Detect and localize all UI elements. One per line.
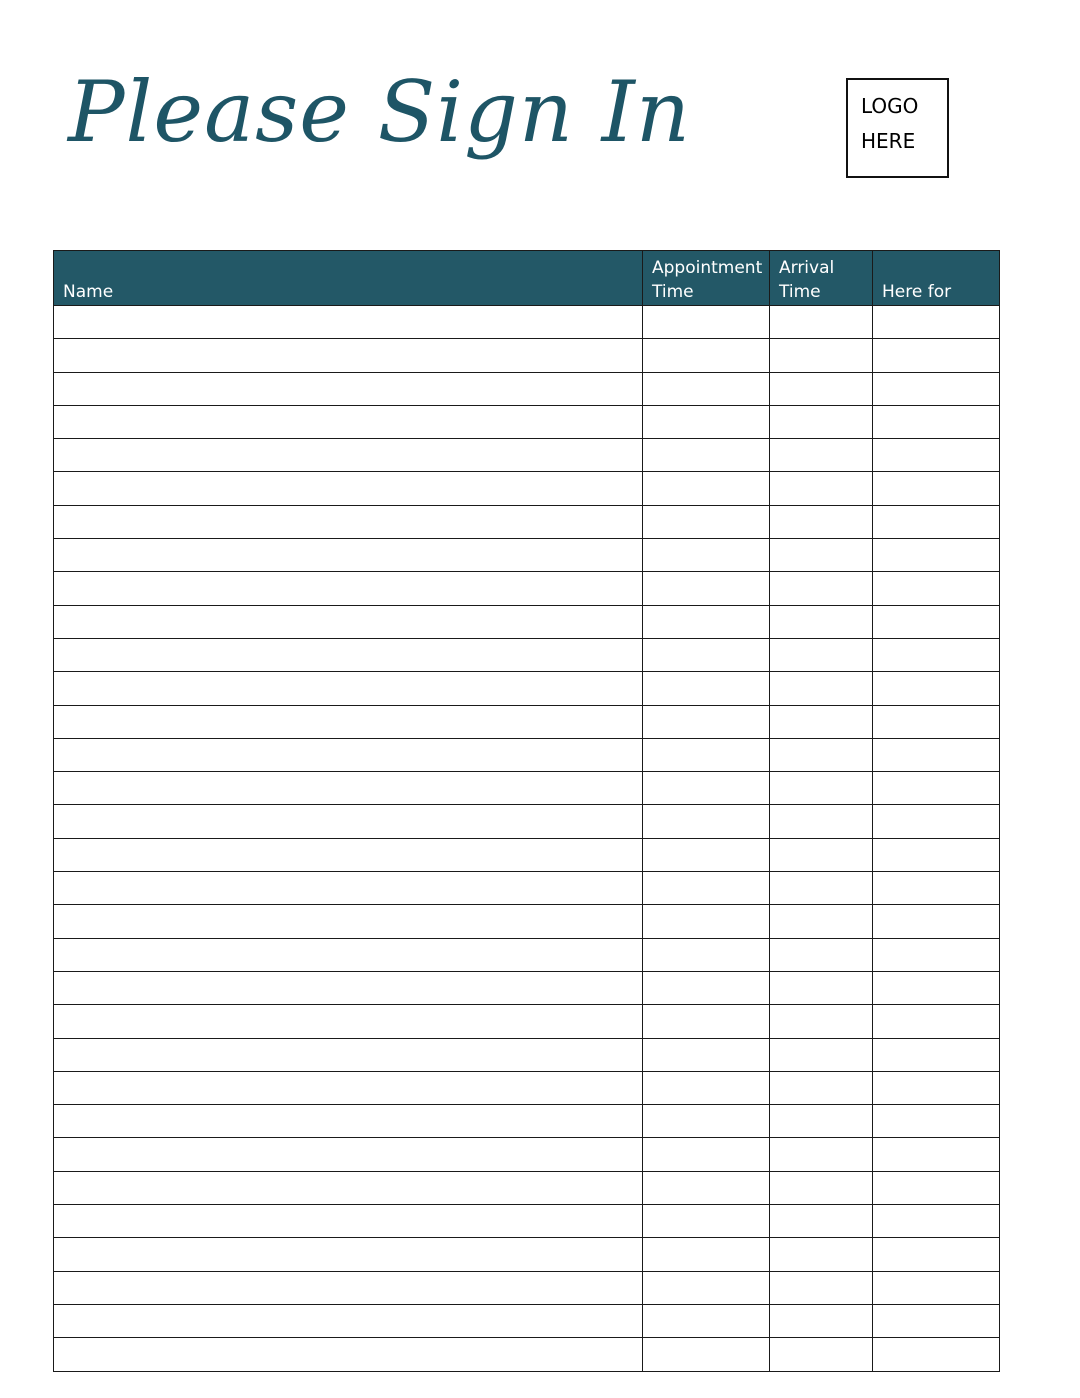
cell-appointment-time[interactable] — [643, 539, 770, 572]
cell-arrival-time[interactable] — [770, 1338, 873, 1371]
cell-appointment-time[interactable] — [643, 838, 770, 871]
cell-arrival-time[interactable] — [770, 572, 873, 605]
cell-here-for[interactable] — [873, 605, 1000, 638]
cell-here-for[interactable] — [873, 738, 1000, 771]
logo-placeholder-line-2: HERE — [861, 129, 916, 153]
column-header-arrival-time: Arrival Time — [770, 251, 873, 306]
cell-appointment-time[interactable] — [643, 572, 770, 605]
table-row — [54, 505, 1000, 538]
table-row — [54, 439, 1000, 472]
cell-appointment-time[interactable] — [643, 738, 770, 771]
cell-name[interactable] — [54, 938, 643, 971]
cell-appointment-time[interactable] — [643, 872, 770, 905]
cell-here-for[interactable] — [873, 472, 1000, 505]
table-row — [54, 1005, 1000, 1038]
table-row — [54, 405, 1000, 438]
cell-arrival-time[interactable] — [770, 838, 873, 871]
cell-name[interactable] — [54, 339, 643, 372]
cell-appointment-time[interactable] — [643, 1238, 770, 1271]
cell-name[interactable] — [54, 872, 643, 905]
table-body — [54, 306, 1000, 1372]
table-row — [54, 1271, 1000, 1304]
cell-appointment-time[interactable] — [643, 1304, 770, 1337]
cell-arrival-time[interactable] — [770, 1171, 873, 1204]
cell-appointment-time[interactable] — [643, 1171, 770, 1204]
cell-here-for[interactable] — [873, 938, 1000, 971]
cell-name[interactable] — [54, 439, 643, 472]
logo-placeholder-line-1: LOGO — [861, 94, 919, 118]
cell-appointment-time[interactable] — [643, 938, 770, 971]
cell-name[interactable] — [54, 738, 643, 771]
cell-appointment-time[interactable] — [643, 672, 770, 705]
cell-arrival-time[interactable] — [770, 971, 873, 1004]
cell-arrival-time[interactable] — [770, 306, 873, 339]
table-row — [54, 1171, 1000, 1204]
cell-arrival-time[interactable] — [770, 1005, 873, 1038]
cell-here-for[interactable] — [873, 638, 1000, 671]
cell-here-for[interactable] — [873, 1171, 1000, 1204]
table-row — [54, 372, 1000, 405]
cell-name[interactable] — [54, 805, 643, 838]
table-header-row — [54, 251, 1000, 306]
table-row — [54, 1105, 1000, 1138]
cell-appointment-time[interactable] — [643, 605, 770, 638]
cell-arrival-time[interactable] — [770, 505, 873, 538]
cell-here-for[interactable] — [873, 439, 1000, 472]
cell-name[interactable] — [54, 572, 643, 605]
cell-name[interactable] — [54, 1038, 643, 1071]
cell-arrival-time[interactable] — [770, 738, 873, 771]
cell-here-for[interactable] — [873, 505, 1000, 538]
cell-here-for[interactable] — [873, 1005, 1000, 1038]
cell-name[interactable] — [54, 1171, 643, 1204]
table-row — [54, 1138, 1000, 1171]
cell-here-for[interactable] — [873, 306, 1000, 339]
cell-arrival-time[interactable] — [770, 1105, 873, 1138]
cell-here-for[interactable] — [873, 705, 1000, 738]
cell-appointment-time[interactable] — [643, 405, 770, 438]
cell-name[interactable] — [54, 838, 643, 871]
cell-name[interactable] — [54, 971, 643, 1004]
page-title: Please Sign In — [68, 63, 691, 161]
table-row — [54, 705, 1000, 738]
cell-here-for[interactable] — [873, 1338, 1000, 1371]
cell-here-for[interactable] — [873, 1205, 1000, 1238]
cell-arrival-time[interactable] — [770, 638, 873, 671]
cell-here-for[interactable] — [873, 405, 1000, 438]
cell-here-for[interactable] — [873, 1138, 1000, 1171]
table-row — [54, 605, 1000, 638]
table-row — [54, 1304, 1000, 1337]
cell-here-for[interactable] — [873, 805, 1000, 838]
table-row — [54, 306, 1000, 339]
cell-appointment-time[interactable] — [643, 772, 770, 805]
logo-placeholder — [846, 78, 949, 178]
cell-name[interactable] — [54, 772, 643, 805]
table-row — [54, 938, 1000, 971]
cell-name[interactable] — [54, 505, 643, 538]
cell-appointment-time[interactable] — [643, 472, 770, 505]
cell-name[interactable] — [54, 905, 643, 938]
table-row — [54, 805, 1000, 838]
cell-arrival-time[interactable] — [770, 805, 873, 838]
cell-here-for[interactable] — [873, 1238, 1000, 1271]
cell-appointment-time[interactable] — [643, 638, 770, 671]
cell-arrival-time[interactable] — [770, 905, 873, 938]
cell-arrival-time[interactable] — [770, 938, 873, 971]
cell-name[interactable] — [54, 1071, 643, 1104]
table-row — [54, 1071, 1000, 1104]
cell-name[interactable] — [54, 1205, 643, 1238]
cell-appointment-time[interactable] — [643, 805, 770, 838]
cell-name[interactable] — [54, 1138, 643, 1171]
cell-arrival-time[interactable] — [770, 672, 873, 705]
cell-appointment-time[interactable] — [643, 505, 770, 538]
cell-name[interactable] — [54, 1271, 643, 1304]
cell-here-for[interactable] — [873, 1038, 1000, 1071]
cell-arrival-time[interactable] — [770, 1304, 873, 1337]
cell-appointment-time[interactable] — [643, 1038, 770, 1071]
cell-appointment-time[interactable] — [643, 439, 770, 472]
cell-arrival-time[interactable] — [770, 1071, 873, 1104]
cell-appointment-time[interactable] — [643, 705, 770, 738]
cell-name[interactable] — [54, 705, 643, 738]
cell-arrival-time[interactable] — [770, 1205, 873, 1238]
cell-arrival-time[interactable] — [770, 439, 873, 472]
table-row — [54, 572, 1000, 605]
cell-name[interactable] — [54, 1338, 643, 1371]
cell-arrival-time[interactable] — [770, 1271, 873, 1304]
cell-appointment-time[interactable] — [643, 1338, 770, 1371]
table-row — [54, 738, 1000, 771]
table-row — [54, 539, 1000, 572]
table-row — [54, 772, 1000, 805]
table-row — [54, 1238, 1000, 1271]
cell-appointment-time[interactable] — [643, 372, 770, 405]
cell-here-for[interactable] — [873, 772, 1000, 805]
cell-here-for[interactable] — [873, 672, 1000, 705]
cell-appointment-time[interactable] — [643, 1271, 770, 1304]
cell-name[interactable] — [54, 1005, 643, 1038]
cell-name[interactable] — [54, 672, 643, 705]
cell-name[interactable] — [54, 638, 643, 671]
table-row — [54, 1205, 1000, 1238]
cell-arrival-time[interactable] — [770, 405, 873, 438]
table-row — [54, 872, 1000, 905]
table-row — [54, 971, 1000, 1004]
column-header-name: Name — [54, 251, 643, 306]
cell-here-for[interactable] — [873, 572, 1000, 605]
cell-name[interactable] — [54, 539, 643, 572]
cell-arrival-time[interactable] — [770, 472, 873, 505]
table-row — [54, 339, 1000, 372]
cell-here-for[interactable] — [873, 1304, 1000, 1337]
table-row — [54, 838, 1000, 871]
cell-appointment-time[interactable] — [643, 971, 770, 1004]
cell-arrival-time[interactable] — [770, 372, 873, 405]
cell-arrival-time[interactable] — [770, 772, 873, 805]
cell-here-for[interactable] — [873, 539, 1000, 572]
cell-appointment-time[interactable] — [643, 1071, 770, 1104]
cell-appointment-time[interactable] — [643, 1005, 770, 1038]
cell-appointment-time[interactable] — [643, 1138, 770, 1171]
cell-here-for[interactable] — [873, 872, 1000, 905]
cell-arrival-time[interactable] — [770, 339, 873, 372]
sign-in-table — [53, 250, 1000, 1372]
cell-name[interactable] — [54, 372, 643, 405]
cell-arrival-time[interactable] — [770, 1138, 873, 1171]
table-row — [54, 638, 1000, 671]
cell-name[interactable] — [54, 1304, 643, 1337]
cell-arrival-time[interactable] — [770, 705, 873, 738]
cell-appointment-time[interactable] — [643, 905, 770, 938]
cell-here-for[interactable] — [873, 971, 1000, 1004]
cell-appointment-time[interactable] — [643, 306, 770, 339]
cell-arrival-time[interactable] — [770, 1038, 873, 1071]
cell-arrival-time[interactable] — [770, 1238, 873, 1271]
table-row — [54, 905, 1000, 938]
cell-here-for[interactable] — [873, 1271, 1000, 1304]
cell-here-for[interactable] — [873, 1105, 1000, 1138]
column-header-appointment-time: Appointment Time — [643, 251, 770, 306]
cell-here-for[interactable] — [873, 905, 1000, 938]
cell-name[interactable] — [54, 1105, 643, 1138]
cell-appointment-time[interactable] — [643, 1105, 770, 1138]
cell-name[interactable] — [54, 306, 643, 339]
cell-here-for[interactable] — [873, 1071, 1000, 1104]
table-row — [54, 1338, 1000, 1371]
table-row — [54, 472, 1000, 505]
cell-name[interactable] — [54, 472, 643, 505]
cell-name[interactable] — [54, 1238, 643, 1271]
cell-name[interactable] — [54, 605, 643, 638]
cell-here-for[interactable] — [873, 838, 1000, 871]
cell-appointment-time[interactable] — [643, 339, 770, 372]
cell-here-for[interactable] — [873, 372, 1000, 405]
cell-arrival-time[interactable] — [770, 872, 873, 905]
cell-name[interactable] — [54, 405, 643, 438]
cell-appointment-time[interactable] — [643, 1205, 770, 1238]
cell-arrival-time[interactable] — [770, 539, 873, 572]
cell-here-for[interactable] — [873, 339, 1000, 372]
table-row — [54, 1038, 1000, 1071]
cell-arrival-time[interactable] — [770, 605, 873, 638]
table-row — [54, 672, 1000, 705]
column-header-here-for: Here for — [873, 251, 1000, 306]
